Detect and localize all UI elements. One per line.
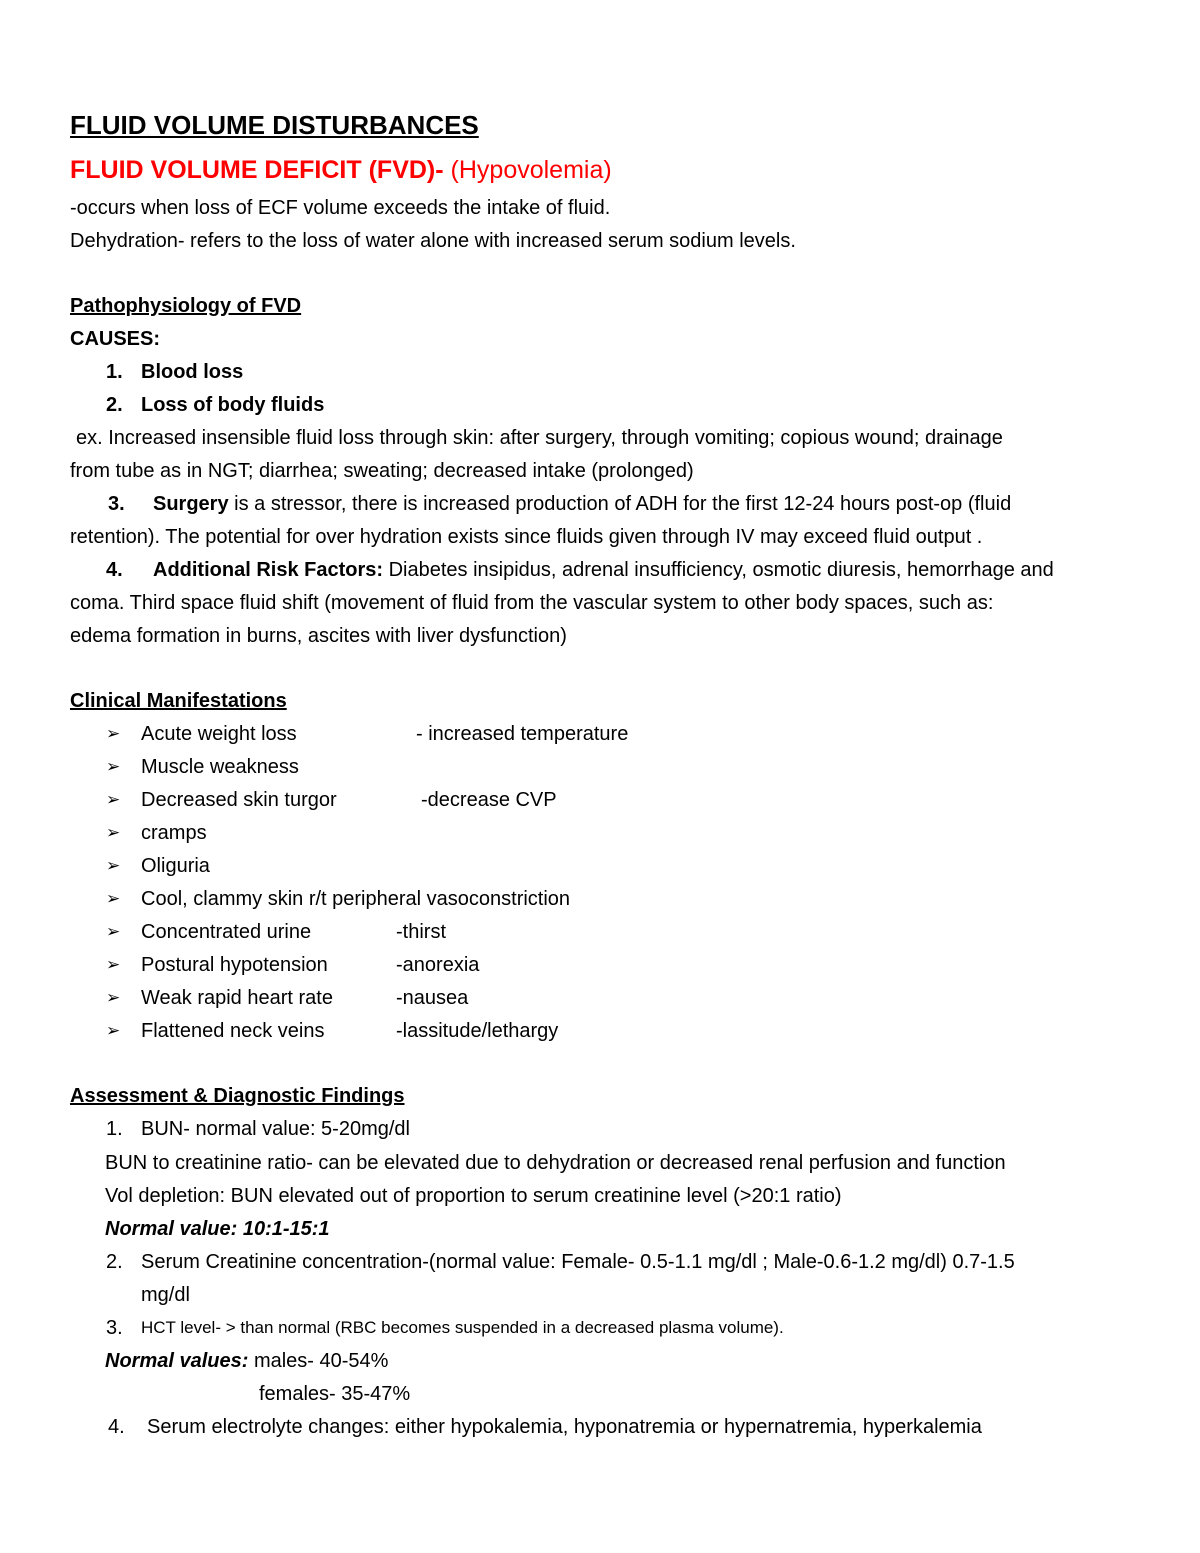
cause-3-rest: is a stressor, there is increased production of ADH for the first 12-24 hours post-op (fluid (228, 493, 1012, 515)
cause-3-bold: Surgery (153, 493, 229, 515)
assessment-2-text: Serum Creatinine concentration-(normal value: Female- 0.5-1.1 mg/dl ; Male-0.6-1.2 mg/dl) 0.7-1.5 (141, 1251, 1015, 1273)
causes-label: CAUSES: (70, 328, 161, 350)
cause-4-line-2: coma. Third space fluid shift (movement of fluid from the vascular system to other body spaces, such as: (70, 592, 994, 614)
intro-line-2: Dehydration- refers to the loss of water alone with increased serum sodium levels. (70, 230, 796, 252)
assessment-1-line-2: BUN to creatinine ratio- can be elevated due to dehydration or decreased renal perfusion and function (105, 1152, 1006, 1174)
clinical-right-6: -thirst (396, 921, 446, 943)
bullet-arrow-icon: ➢ (106, 724, 121, 743)
cause-2-number: 2. (106, 394, 123, 416)
cause-4-line-3: edema formation in burns, ascites with liver dysfunction) (70, 625, 567, 647)
clinical-right-7: -anorexia (396, 954, 480, 976)
clinical-item: Oliguria (141, 855, 210, 877)
clinical-item: Postural hypotension (141, 954, 328, 976)
bullet-arrow-icon: ➢ (106, 790, 121, 809)
clinical-item: cramps (141, 822, 207, 844)
subtitle-main: FLUID VOLUME DEFICIT (FVD) (70, 156, 436, 184)
assessment-1-text: BUN- normal value: 5-20mg/dl (141, 1118, 410, 1140)
assessment-3-females: females- 35-47% (259, 1383, 411, 1405)
cause-1-number: 1. (106, 361, 123, 383)
clinical-right-2: -decrease CVP (421, 789, 557, 811)
cause-4-rest: Diabetes insipidus, adrenal insufficiency, osmotic diuresis, hemorrhage and (383, 559, 1054, 581)
cause-3-line-2: retention). The potential for over hydration exists since fluids given through IV may exceed fluid output . (70, 526, 983, 548)
cause-3-text (153, 492, 1011, 516)
bullet-arrow-icon: ➢ (106, 889, 121, 908)
section-subtitle (70, 155, 612, 185)
document-title: FLUID VOLUME DISTURBANCES (70, 110, 479, 140)
cause-4-bold: Additional Risk Factors: (153, 559, 384, 581)
clinical-item: Concentrated urine (141, 921, 312, 943)
assessment-heading: Assessment & Diagnostic Findings (70, 1085, 405, 1107)
assessment-3-text: HCT level- > than normal (RBC becomes suspended in a decreased plasma volume). (141, 1318, 784, 1337)
clinical-item: Muscle weakness (141, 756, 299, 778)
clinical-item: Cool, clammy skin r/t peripheral vasoconstriction (141, 888, 571, 910)
subtitle-dash: - (435, 156, 451, 184)
assessment-1-normal: Normal value: 10:1-15:1 (105, 1218, 330, 1240)
clinical-right-0: - increased temperature (416, 723, 629, 745)
cause-1-text: Blood loss (141, 361, 244, 383)
assessment-4-number: 4. (108, 1416, 125, 1438)
cause-3-number: 3. (108, 493, 125, 515)
cause-4-text (153, 558, 1054, 582)
bullet-arrow-icon: ➢ (106, 922, 121, 941)
clinical-item: Flattened neck veins (141, 1020, 325, 1042)
assessment-1-line-3: Vol depletion: BUN elevated out of proportion to serum creatinine level (>20:1 ratio) (105, 1185, 842, 1207)
bullet-arrow-icon: ➢ (106, 988, 121, 1007)
patho-heading: Pathophysiology of FVD (70, 295, 302, 317)
assessment-2-line-2: mg/dl (141, 1284, 190, 1306)
clinical-item: Weak rapid heart rate (141, 987, 333, 1009)
bullet-arrow-icon: ➢ (106, 1021, 121, 1040)
clinical-item: Decreased skin turgor (141, 789, 337, 811)
clinical-heading: Clinical Manifestations (70, 690, 287, 712)
bullet-arrow-icon: ➢ (106, 757, 121, 776)
cause-2-example-line-1: ex. Increased insensible fluid loss through skin: after surgery, through vomiting; copious wound; drainage (76, 427, 1003, 449)
assessment-3-males: males- 40-54% (248, 1350, 389, 1372)
assessment-3-normal (105, 1349, 388, 1373)
assessment-1-number: 1. (106, 1118, 123, 1140)
clinical-right-9: -lassitude/lethargy (396, 1020, 559, 1042)
clinical-right-8: -nausea (396, 987, 469, 1009)
intro-line-1: -occurs when loss of ECF volume exceeds the intake of fluid. (70, 197, 611, 219)
assessment-3-normal-label: Normal values: (105, 1350, 249, 1372)
cause-4-number: 4. (106, 559, 123, 581)
cause-2-example-line-2: from tube as in NGT; diarrhea; sweating; decreased intake (prolonged) (70, 460, 694, 482)
assessment-4-text: Serum electrolyte changes: either hypokalemia, hyponatremia or hypernatremia, hyperkalemia (147, 1416, 982, 1438)
assessment-2-number: 2. (106, 1251, 123, 1273)
clinical-item: Acute weight loss (141, 723, 297, 745)
subtitle-paren: (Hypovolemia) (450, 156, 612, 184)
bullet-arrow-icon: ➢ (106, 823, 121, 842)
bullet-arrow-icon: ➢ (106, 955, 121, 974)
cause-2-text: Loss of body fluids (141, 394, 325, 416)
bullet-arrow-icon: ➢ (106, 856, 121, 875)
assessment-3-number: 3. (106, 1317, 123, 1339)
